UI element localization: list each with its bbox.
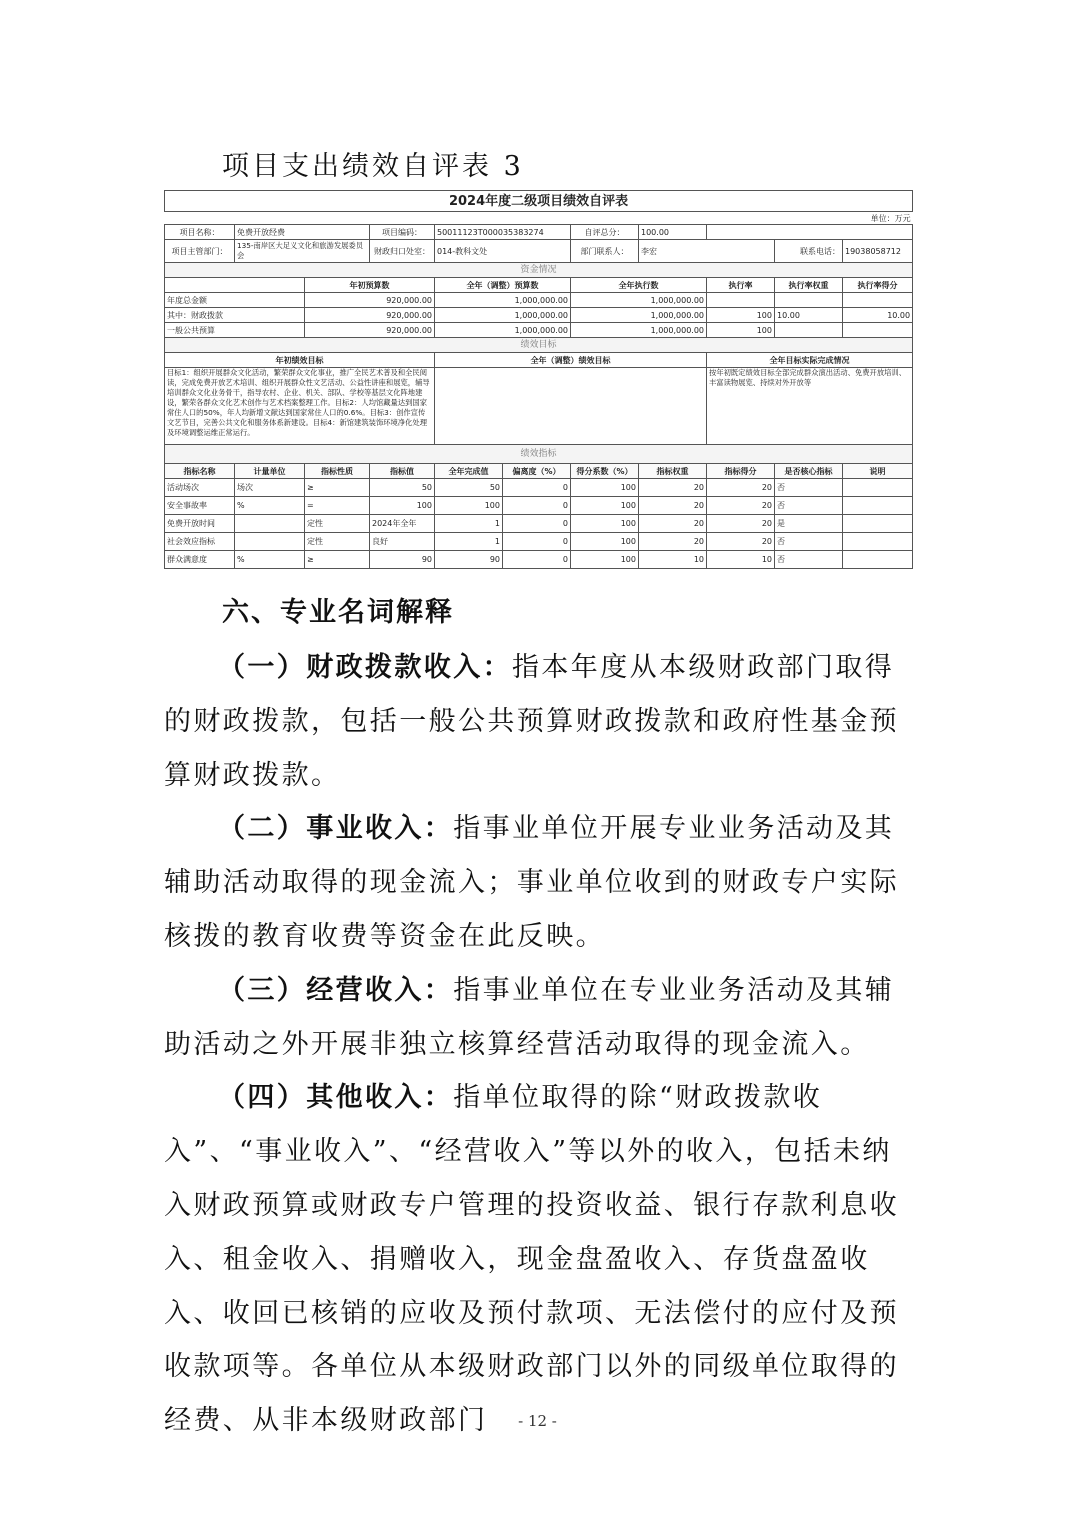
finance-office-label: 财政归口处室：: [370, 240, 435, 263]
definition-text: 指事业单位在专业业务活动及其辅助活动之外开展非独立核算经营活动取得的现金流入。: [164, 974, 895, 1060]
table-title: 2024年度二级项目绩效自评表: [165, 191, 913, 212]
project-name-label: 项目名称：: [165, 225, 235, 240]
ind-deviation: 0: [503, 551, 571, 569]
ind-core: 否: [775, 479, 843, 497]
ind-name: 社会效应指标: [165, 533, 235, 551]
project-code-label: 项目编码：: [370, 225, 435, 240]
page-number: - 12 -: [518, 1412, 557, 1430]
goals-header-initial: 年初绩效目标: [165, 353, 435, 368]
ind-name: 群众满意度: [165, 551, 235, 569]
ind-score: 20: [707, 479, 775, 497]
ind-score: 10: [707, 551, 775, 569]
ind-core: 是: [775, 515, 843, 533]
funds-row: [165, 293, 913, 308]
ind-nature: 定性: [305, 515, 370, 533]
funds-section-title: 资金情况: [165, 263, 913, 278]
ind-header-actual: 全年完成值: [435, 464, 503, 479]
ind-header-name: 指标名称: [165, 464, 235, 479]
indicator-row: [165, 551, 913, 569]
indicator-row: [165, 497, 913, 515]
ind-weight: 20: [639, 515, 707, 533]
funds-header-weight: 执行率权重: [775, 278, 843, 293]
goals-actual-text: 按年初既定绩效目标全部完成群众演出活动、免费开放培训、丰富读物展览、持续对外开放等: [707, 368, 913, 445]
definition-term: （三）经营收入：: [218, 974, 454, 1006]
ind-note: [843, 515, 913, 533]
ind-header-note: 说明: [843, 464, 913, 479]
dept-label: 项目主管部门：: [165, 240, 235, 263]
ind-header-coef: 得分系数（%）: [571, 464, 639, 479]
ind-core: 否: [775, 497, 843, 515]
goals-header-actual: 全年目标实际完成情况: [707, 353, 913, 368]
ind-weight: 10: [639, 551, 707, 569]
ind-unit: %: [235, 497, 305, 515]
funds-row-weight: 10.00: [775, 308, 843, 323]
definition-paragraph: [164, 1071, 914, 1448]
goals-initial-text: 目标1：组织开展群众文化活动，繁荣群众文化事业，推广全民艺术普及和全民阅读，完成免费开放艺术培训、组织开展群众性文艺活动、公益性讲座和展览，辅导培训群众文化业务骨干，指导农村、企业、机关、部队、学校等基层文化阵地建设，繁荣各群众文化艺术创作与艺术档案整理工作。目标2：人均馆藏量达到国家常住人口的50%，年人均新增文献达到国家常住人口的0.6%。目标3：创作宣传文艺节目，完善公共文化和服务体系新建设。目标4：新馆建筑装饰环境净化处理及环境调整运维正常运行。: [165, 368, 435, 445]
funds-row-executed: 1,000,000.00: [571, 323, 707, 338]
ind-score: 20: [707, 533, 775, 551]
phone-label: 联系电话：: [775, 240, 843, 263]
indicators-section-title: 绩效指标: [165, 445, 913, 464]
funds-row-initial: 920,000.00: [305, 308, 435, 323]
ind-coef: 100: [571, 479, 639, 497]
ind-coef: 100: [571, 551, 639, 569]
funds-header-score: 执行率得分: [843, 278, 913, 293]
indicator-row: [165, 533, 913, 551]
funds-row-executed: 1,000,000.00: [571, 308, 707, 323]
definition-paragraph: [164, 964, 914, 1072]
funds-header-blank: [165, 278, 305, 293]
dept-value: 135-南岸区大足义文化和旅游发展委员会: [235, 240, 370, 263]
ind-core: 否: [775, 551, 843, 569]
section-heading: 六、专业名词解释: [222, 597, 454, 628]
funds-row-weight: [775, 293, 843, 308]
info-empty-cell: [707, 225, 913, 240]
funds-header-adjusted: 全年（调整）预算数: [435, 278, 571, 293]
funds-row-initial: 920,000.00: [305, 293, 435, 308]
funds-row-label: 年度总金额: [165, 293, 305, 308]
definition-term: （二）事业收入：: [218, 813, 454, 845]
ind-header-deviation: 偏离度（%）: [503, 464, 571, 479]
ind-target: 2024年全年: [370, 515, 435, 533]
ind-actual: 1: [435, 533, 503, 551]
funds-row: [165, 308, 913, 323]
ind-deviation: 0: [503, 497, 571, 515]
funds-row-rate: [707, 293, 775, 308]
table-unit: 单位：万元: [165, 212, 913, 225]
phone-value: 19038058712: [843, 240, 913, 263]
funds-row-label: 其中：财政拨款: [165, 308, 305, 323]
ind-header-unit: 计量单位: [235, 464, 305, 479]
ind-score: 20: [707, 515, 775, 533]
ind-actual: 1: [435, 515, 503, 533]
funds-row: [165, 323, 913, 338]
funds-header-rate: 执行率: [707, 278, 775, 293]
funds-row-executed: 1,000,000.00: [571, 293, 707, 308]
ind-unit: [235, 515, 305, 533]
ind-actual: 90: [435, 551, 503, 569]
ind-unit: 场次: [235, 479, 305, 497]
funds-row-weight: [775, 323, 843, 338]
ind-target: 90: [370, 551, 435, 569]
ind-target: 100: [370, 497, 435, 515]
definition-text: 指本年度从本级财政部门取得的财政拨款，包括一般公共预算财政拨款和政府性基金预算财政拨款。: [164, 652, 899, 791]
goals-header-adjusted: 全年（调整）绩效目标: [435, 353, 707, 368]
ind-coef: 100: [571, 497, 639, 515]
funds-row-adjusted: 1,000,000.00: [435, 293, 571, 308]
ind-coef: 100: [571, 533, 639, 551]
ind-note: [843, 479, 913, 497]
finance-office: 014-教科文处: [435, 240, 571, 263]
ind-core: 否: [775, 533, 843, 551]
funds-row-rate: 100: [707, 308, 775, 323]
ind-deviation: 0: [503, 533, 571, 551]
funds-row-score: [843, 323, 913, 338]
ind-header-weight: 指标权重: [639, 464, 707, 479]
funds-row-label: 一般公共预算: [165, 323, 305, 338]
ind-nature: =: [305, 497, 370, 515]
ind-header-target: 指标值: [370, 464, 435, 479]
definition-text: 指单位取得的除“财政拨款收入”、“事业收入”、“经营收入”等以外的收入，包括未纳入财政预算或财政专户管理的投资收益、银行存款利息收入、租金收入、捐赠收入，现金盘盈收入、存货盘盈收入、收回已核销的应收及预付款项、无法偿付的应付及预收款项等。各单位从本级财政部门以外的同级单位取得的经费、从非本级财政部门: [164, 1082, 899, 1437]
ind-deviation: 0: [503, 515, 571, 533]
ind-weight: 20: [639, 497, 707, 515]
self-score: 100.00: [639, 225, 707, 240]
ind-name: 活动场次: [165, 479, 235, 497]
ind-nature: 定性: [305, 533, 370, 551]
goals-adjusted-text: [435, 368, 707, 445]
project-name: 免费开放经费: [235, 225, 370, 240]
definition-paragraph: [164, 641, 914, 802]
ind-header-score: 指标得分: [707, 464, 775, 479]
ind-score: 20: [707, 497, 775, 515]
ind-header-nature: 指标性质: [305, 464, 370, 479]
ind-note: [843, 497, 913, 515]
ind-deviation: 0: [503, 479, 571, 497]
ind-name: 安全事故率: [165, 497, 235, 515]
ind-note: [843, 533, 913, 551]
ind-actual: 100: [435, 497, 503, 515]
definitions-body: [164, 641, 914, 1448]
funds-row-score: 10.00: [843, 308, 913, 323]
definition-paragraph: [164, 802, 914, 963]
funds-row-adjusted: 1,000,000.00: [435, 323, 571, 338]
funds-row-score: [843, 293, 913, 308]
contact-value: 李宏: [639, 240, 775, 263]
ind-unit: [235, 533, 305, 551]
self-score-label: 自评总分：: [571, 225, 639, 240]
funds-header-executed: 全年执行数: [571, 278, 707, 293]
funds-row-initial: 920,000.00: [305, 323, 435, 338]
ind-coef: 100: [571, 515, 639, 533]
definition-text: 指事业单位开展专业业务活动及其辅助活动取得的现金流入；事业单位收到的财政专户实际核拨的教育收费等资金在此反映。: [164, 813, 899, 952]
goals-section-title: 绩效目标: [165, 338, 913, 353]
ind-target: 良好: [370, 533, 435, 551]
ind-target: 50: [370, 479, 435, 497]
indicator-row: [165, 515, 913, 533]
funds-row-adjusted: 1,000,000.00: [435, 308, 571, 323]
contact-label: 部门联系人：: [571, 240, 639, 263]
definition-term: （一）财政拨款收入：: [218, 652, 512, 683]
ind-nature: ≥: [305, 479, 370, 497]
ind-unit: %: [235, 551, 305, 569]
ind-actual: 50: [435, 479, 503, 497]
ind-nature: ≥: [305, 551, 370, 569]
definition-term: （四）其他收入：: [218, 1082, 454, 1114]
funds-header-initial: 年初预算数: [305, 278, 435, 293]
performance-self-evaluation-table: [164, 190, 913, 569]
ind-weight: 20: [639, 479, 707, 497]
project-code: 50011123T000035383274: [435, 225, 571, 240]
indicator-row: [165, 479, 913, 497]
funds-row-rate: 100: [707, 323, 775, 338]
ind-header-core: 是否核心指标: [775, 464, 843, 479]
ind-name: 免费开放时间: [165, 515, 235, 533]
document-title: 项目支出绩效自评表 3: [222, 151, 524, 182]
ind-weight: 20: [639, 533, 707, 551]
ind-note: [843, 551, 913, 569]
